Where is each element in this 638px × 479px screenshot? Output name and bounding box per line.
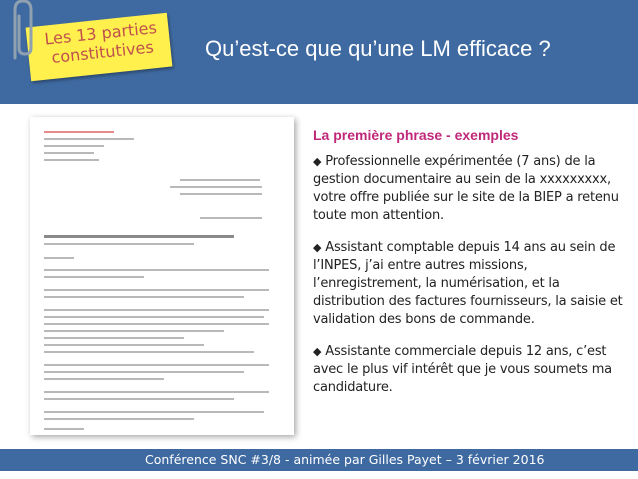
content-area xyxy=(313,127,625,411)
example-paragraph: ◆ Assistante commerciale depuis 12 ans, c’est avec le plus vif intérêt que je vous soumets ma candidature. xyxy=(313,344,612,395)
paperclip-icon xyxy=(5,0,41,66)
diamond-bullet-icon: ◆ xyxy=(313,345,322,358)
diamond-bullet-icon: ◆ xyxy=(313,155,322,168)
diamond-bullet-icon: ◆ xyxy=(313,241,322,254)
footer-text: Conférence SNC #3/8 - animée par Gilles Payet – 3 février 2016 xyxy=(145,452,545,467)
example-paragraph: ◆ Assistant comptable depuis 14 ans au sein de l’INPES, j’ai entre autres missions, l’enregistrement, la numérisation, et la distribution des factures fournisseurs, la saisie et validation des bons de commande. xyxy=(313,240,623,327)
slide-title: Qu’est-ce que qu’une LM efficace ? xyxy=(205,36,551,61)
example-paragraph: ◆ Professionnelle expérimentée (7 ans) de la gestion documentaire au sein de la xxxxxxxxx, votre offre publiée sur le site de la BIEP a retenu toute mon attention. xyxy=(313,154,619,223)
section-heading: La première phrase - exemples xyxy=(313,127,519,143)
cover-letter-thumbnail xyxy=(30,117,294,435)
sticky-note-text: Les 13 parties constitutives xyxy=(43,17,158,67)
